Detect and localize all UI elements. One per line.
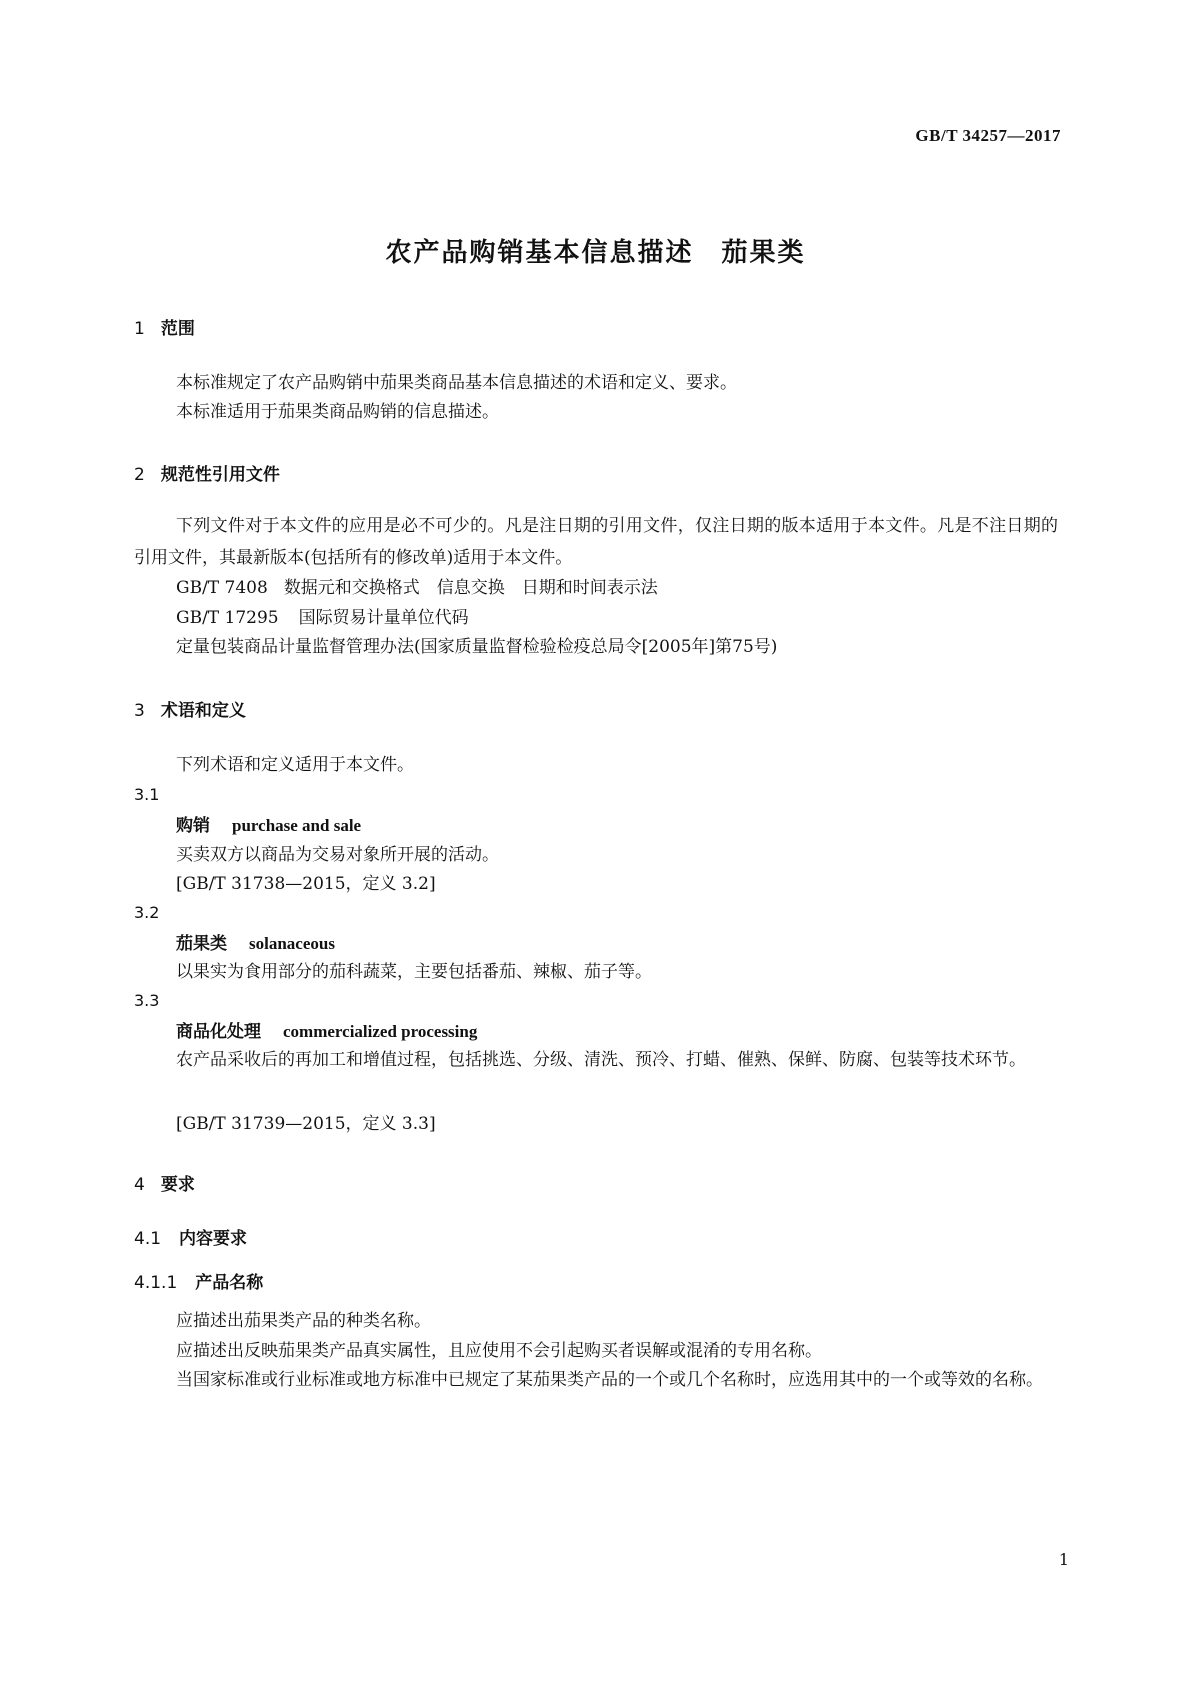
paragraph: 下列文件对于本文件的应用是必不可少的。凡是注日期的引用文件，仅注日期的版本适用于本文件。凡是不注日期的引用文件，其最新版本(包括所有的修改单)适用于本文件。 [134,516,1058,568]
section-number: 2 [134,465,145,485]
section-number: 4.1.1 [134,1273,178,1293]
reference-title: 数据元和交换格式 信息交换 日期和时间表示法 [283,578,658,598]
section-number: 1 [134,319,145,339]
page-number: 1 [1058,1550,1069,1569]
term-number: 3.1 [134,785,160,804]
subsection-4-1-heading [134,1224,247,1249]
paragraph: 当国家标准或行业标准或地方标准中已规定了某茄果类产品的一个或几个名称时，应选用其中的一个或等效的名称。 [176,1370,1043,1390]
term-en: purchase and sale [232,816,362,835]
paragraph: 应描述出反映茄果类产品真实属性，且应使用不会引起购买者误解或混淆的专用名称。 [176,1341,822,1361]
document-title-sub: 茄果类 [721,238,806,268]
term-definition: 买卖双方以商品为交易对象所开展的活动。 [176,845,499,865]
term-source: [GB/T 31739—2015，定义 3.3] [176,1114,436,1134]
term-heading [176,1020,477,1044]
section-title: 规范性引用文件 [160,465,280,485]
reference-item [176,576,658,600]
reference-item [176,606,469,630]
term-source: [GB/T 31738—2015，定义 3.2] [176,874,436,894]
paragraph: 应描述出茄果类产品的种类名称。 [176,1311,431,1331]
section-number: 3 [134,701,145,721]
term-heading [176,932,335,956]
document-title [0,232,1191,269]
term-heading [176,814,361,838]
reference-title: 定量包装商品计量监督管理办法(国家质量监督检验检疫总局令[2005年]第75号) [176,637,778,657]
subsection-4-1-1-heading [134,1268,263,1293]
section-number: 4.1 [134,1229,162,1249]
term-en: solanaceous [249,934,335,953]
section-2-heading [134,460,280,485]
reference-title: 国际贸易计量单位代码 [298,608,469,628]
paragraph: 下列术语和定义适用于本文件。 [176,755,414,775]
term-en: commercialized processing [283,1022,478,1041]
paragraph: 本标准适用于茄果类商品购销的信息描述。 [176,402,499,422]
section-number: 4 [134,1175,145,1195]
section-1-heading [134,314,195,339]
document-title-main: 农产品购销基本信息描述 [385,238,694,268]
section-title: 内容要求 [179,1229,248,1249]
standard-number: GB/T 34257—2017 [915,126,1061,145]
term-zh: 茄果类 [176,934,227,954]
reference-item [176,635,777,659]
term-definition: 以果实为食用部分的茄科蔬菜，主要包括番茄、辣椒、茄子等。 [176,962,652,982]
section-title: 要求 [160,1175,195,1195]
section-4-heading [134,1170,195,1195]
reference-code: GB/T 17295 [176,608,279,628]
term-zh: 商品化处理 [176,1022,261,1042]
section-title: 产品名称 [195,1273,264,1293]
section-3-heading [134,696,246,721]
section-title: 范围 [160,319,195,339]
reference-code: GB/T 7408 [176,578,268,598]
term-number: 3.2 [134,903,160,922]
paragraph: 本标准规定了农产品购销中茄果类商品基本信息描述的术语和定义、要求。 [176,373,737,393]
term-zh: 购销 [176,816,210,836]
term-number: 3.3 [134,991,160,1010]
section-title: 术语和定义 [160,701,246,721]
term-definition: 农产品采收后的再加工和增值过程，包括挑选、分级、清洗、预冷、打蜡、催熟、保鲜、防腐、包装等技术环节。 [176,1050,1026,1070]
